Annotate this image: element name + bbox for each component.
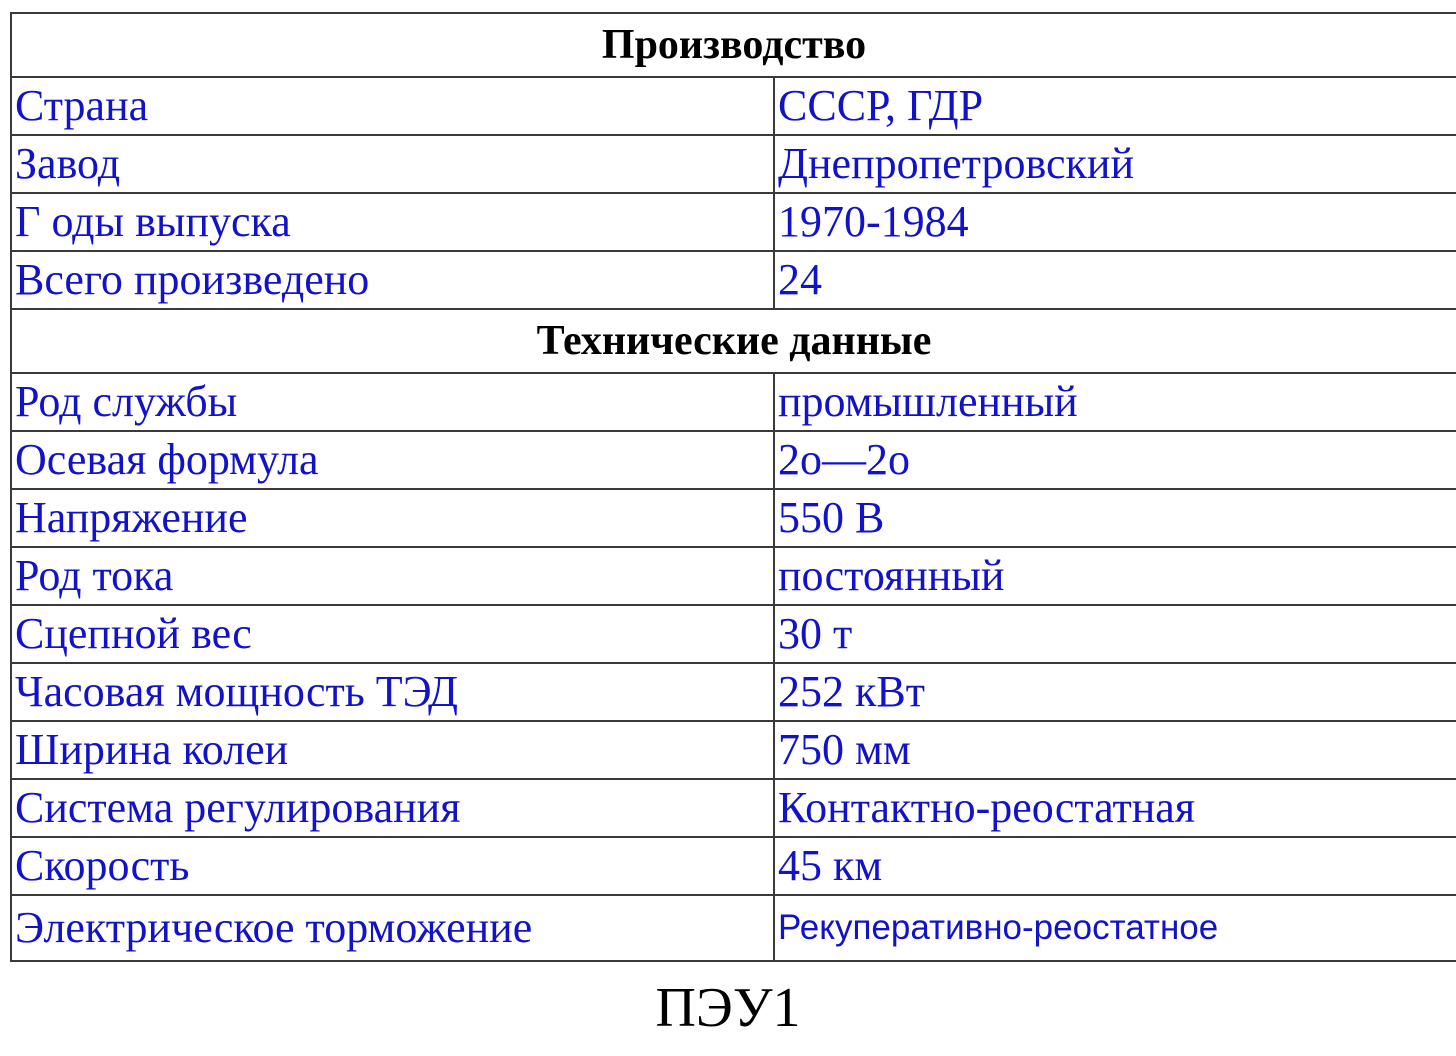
- row-label: Страна: [11, 77, 774, 135]
- table-row: [11, 663, 1456, 721]
- row-label: Г оды выпуска: [11, 193, 774, 251]
- section-header-row: [11, 13, 1456, 77]
- table-row: [11, 895, 1456, 961]
- row-value: 1970-1984: [774, 193, 1456, 251]
- row-label: Напряжение: [11, 489, 774, 547]
- row-label: Завод: [11, 135, 774, 193]
- locomotive-caption: ПЭУ1: [655, 977, 801, 1039]
- row-label: Род тока: [11, 547, 774, 605]
- row-value: 750 мм: [774, 721, 1456, 779]
- row-value: Контактно-реостатная: [774, 779, 1456, 837]
- row-label: Система регулирования: [11, 779, 774, 837]
- row-value: СССР, ГДР: [774, 77, 1456, 135]
- row-value: 45 км: [774, 837, 1456, 895]
- row-label: Осевая формула: [11, 431, 774, 489]
- row-label: Скорость: [11, 837, 774, 895]
- section-title-production: Производство: [11, 13, 1456, 77]
- row-label: Род службы: [11, 373, 774, 431]
- row-label: Часовая мощность ТЭД: [11, 663, 774, 721]
- section-title-technical: Технические данные: [11, 309, 1456, 373]
- table-row: [11, 605, 1456, 663]
- row-value: 2о—2о: [774, 431, 1456, 489]
- row-label: Всего произведено: [11, 251, 774, 309]
- table-row: [11, 373, 1456, 431]
- row-value: 550 В: [774, 489, 1456, 547]
- row-label: Сцепной вес: [11, 605, 774, 663]
- table-row: [11, 547, 1456, 605]
- row-value: Днепропетровский: [774, 135, 1456, 193]
- table-row: [11, 721, 1456, 779]
- table-row: [11, 135, 1456, 193]
- row-value: постоянный: [774, 547, 1456, 605]
- table-row: [11, 77, 1456, 135]
- table-row: [11, 193, 1456, 251]
- spec-table: [10, 12, 1456, 962]
- table-row: [11, 251, 1456, 309]
- row-value: 24: [774, 251, 1456, 309]
- row-value: промышленный: [774, 373, 1456, 431]
- row-label: Электрическое торможение: [11, 895, 774, 961]
- table-row: [11, 779, 1456, 837]
- row-label: Ширина колеи: [11, 721, 774, 779]
- table-row: [11, 837, 1456, 895]
- table-row: [11, 489, 1456, 547]
- table-row: [11, 431, 1456, 489]
- row-value: Рекуперативно-реостатное: [774, 895, 1456, 961]
- row-value: 30 т: [774, 605, 1456, 663]
- section-header-row: [11, 309, 1456, 373]
- row-value: 252 кВт: [774, 663, 1456, 721]
